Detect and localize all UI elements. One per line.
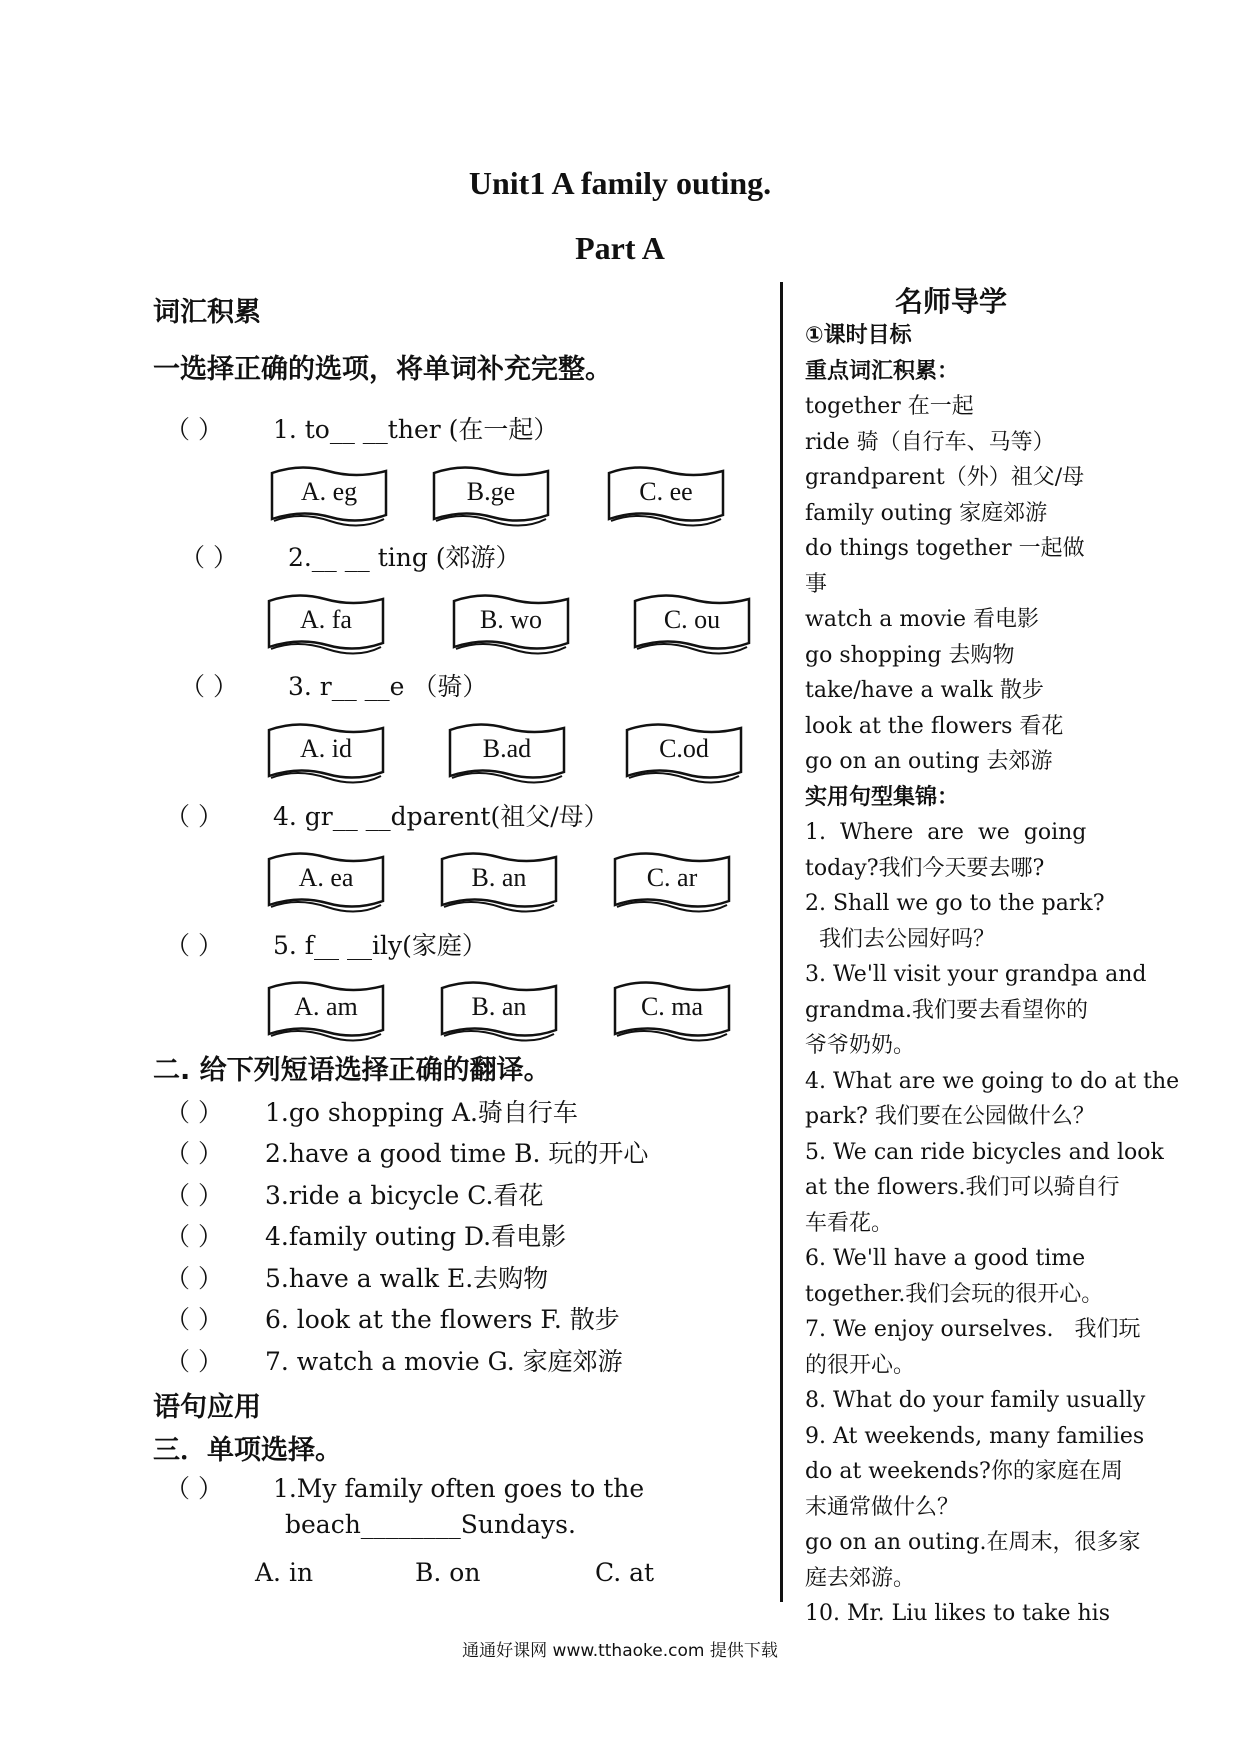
q2-item <box>165 1300 620 1336</box>
sentence-line: do at weekends?你的家庭在周 <box>805 1459 1123 1484</box>
vocab-entry: grandparent（外）祖父/母 <box>805 465 1085 490</box>
sentence-line: 末通常做什么？ <box>805 1494 960 1520</box>
option-label: A. eg <box>300 477 358 506</box>
answer-paren[interactable]: （ ） <box>165 1139 223 1168</box>
q3-question-line1: 1.My family often goes to the <box>272 1474 645 1503</box>
q2-item <box>165 1134 648 1170</box>
sentence-line: 7. We enjoy ourselves. 我们玩 <box>805 1317 1141 1342</box>
option-box[interactable] <box>448 722 566 784</box>
q2-text: 4.family outing D.看电影 <box>265 1222 567 1251</box>
q1-heading: 一选择正确的选项，将单词补充完整。 <box>153 354 612 385</box>
option-box[interactable] <box>625 722 743 784</box>
usage-heading: 语句应用 <box>153 1392 261 1423</box>
q1-text: 1. to__ __ther (在一起） <box>272 415 559 444</box>
answer-paren[interactable]: （ ） <box>165 1474 223 1503</box>
q2-text: 6. look at the flowers F. 散步 <box>265 1305 620 1334</box>
answer-paren[interactable]: （ ） <box>165 1181 223 1210</box>
sentence-line: 庭去郊游。 <box>805 1565 916 1591</box>
footer-credit: 通通好课网 www.tthaoke.com 提供下载 <box>462 1641 778 1661</box>
vocab-entry: take/have a walk 散步 <box>805 678 1044 703</box>
answer-paren[interactable]: （ ） <box>180 543 238 572</box>
q3-option-c[interactable]: C. at <box>595 1558 655 1587</box>
option-label: A. am <box>294 992 358 1021</box>
sentence-line: 4. What are we going to do at the <box>805 1068 1180 1094</box>
q2-text: 3.ride a bicycle C.看花 <box>265 1181 544 1210</box>
option-label: C.od <box>659 734 709 763</box>
option-box[interactable] <box>432 465 550 527</box>
option-label: B.ad <box>482 734 532 763</box>
vocab-entry: go shopping 去购物 <box>805 642 1015 668</box>
sentence-line: 车看花。 <box>805 1210 894 1236</box>
option-label: C. ee <box>639 477 693 506</box>
sentence-line: 1. Where are we going <box>805 820 1087 845</box>
option-box[interactable] <box>267 722 385 784</box>
vocab-heading: 词汇积累 <box>153 297 261 328</box>
option-label: C. ou <box>663 605 721 634</box>
guide-heading: 名师导学 <box>895 285 1008 318</box>
answer-paren[interactable]: （ ） <box>165 1347 223 1376</box>
q1-text: 4. gr__ __dparent(祖父/母） <box>272 802 609 831</box>
q1-item-1 <box>165 410 558 446</box>
option-label: A. fa <box>300 605 352 634</box>
vocab-entry: watch a movie 看电影 <box>805 607 1039 632</box>
answer-paren[interactable]: （ ） <box>165 1222 223 1251</box>
vocab-entry: ride 骑（自行车、马等） <box>805 429 1055 455</box>
q3-heading: 三．单项选择。 <box>153 1435 342 1466</box>
option-label: B. wo <box>479 605 543 634</box>
q1-text: 3. r__ __e （骑） <box>287 672 488 701</box>
option-box[interactable] <box>633 593 751 655</box>
guide-body <box>805 318 1180 1632</box>
vocab-entry: look at the flowers 看花 <box>805 713 1064 739</box>
q2-text: 5.have a walk E.去购物 <box>265 1264 549 1293</box>
answer-paren[interactable]: （ ） <box>165 1305 223 1334</box>
q2-heading: 二. 给下列短语选择正确的翻译。 <box>153 1055 551 1086</box>
q2-text: 2.have a good time B. 玩的开心 <box>265 1139 649 1168</box>
option-label: A. id <box>300 734 352 763</box>
q1-item-4 <box>165 797 609 833</box>
column-divider <box>780 282 783 1602</box>
sentence-line: 爷爷奶奶。 <box>805 1033 916 1058</box>
q3-option-b[interactable]: B. on <box>415 1558 481 1587</box>
sentence-line: 2. Shall we go to the park? <box>805 891 1105 916</box>
vocab-list <box>805 389 1095 780</box>
answer-paren[interactable]: （ ） <box>165 1264 223 1293</box>
sentence-line: 的很开心。 <box>805 1352 916 1378</box>
q1-item-5 <box>165 926 487 962</box>
option-box[interactable] <box>270 465 388 527</box>
q3-question-line2: beach________Sundays. <box>285 1510 576 1539</box>
answer-paren[interactable]: （ ） <box>165 931 223 960</box>
option-box[interactable] <box>613 851 731 913</box>
option-label: A. ea <box>298 863 354 892</box>
sentence-title: 实用句型集锦： <box>805 784 960 810</box>
q2-item <box>165 1342 623 1378</box>
q1-text: 2.__ __ ting (郊游） <box>287 543 521 572</box>
option-box[interactable] <box>267 851 385 913</box>
answer-paren[interactable]: （ ） <box>165 415 223 444</box>
option-box[interactable] <box>613 980 731 1042</box>
q1-item-3 <box>180 667 487 703</box>
answer-paren[interactable]: （ ） <box>165 802 223 831</box>
option-box[interactable] <box>440 980 558 1042</box>
option-label: B.ge <box>466 477 516 506</box>
sentence-line: grandma.我们要去看望你的 <box>805 997 1088 1023</box>
sentence-line: today?我们今天要去哪? <box>805 855 1045 881</box>
option-box[interactable] <box>452 593 570 655</box>
page-subtitle: Part A <box>575 230 665 266</box>
option-label: B. an <box>471 992 527 1021</box>
sentence-line: 9. At weekends, many families <box>805 1423 1145 1449</box>
page-title: Unit1 A family outing. <box>468 165 772 201</box>
sentence-line: 8. What do your family usually <box>805 1388 1146 1413</box>
q2-item <box>165 1259 548 1295</box>
sentence-line: 5. We can ride bicycles and look <box>805 1139 1164 1165</box>
vocab-title: 重点词汇积累： <box>805 358 960 384</box>
sentence-list <box>805 815 1180 1632</box>
sentence-line: at the flowers.我们可以骑自行 <box>805 1175 1120 1200</box>
sentence-line: 10. Mr. Liu likes to take his <box>805 1601 1110 1626</box>
option-label: C. ar <box>646 863 698 892</box>
sentence-line: 6. We'll have a good time <box>805 1246 1086 1271</box>
q1-text: 5. f__ __ily(家庭） <box>272 931 487 960</box>
vocab-entry: together 在一起 <box>805 394 974 419</box>
sentence-line: together.我们会玩的很开心。 <box>805 1281 1104 1307</box>
option-label: C. ma <box>640 992 704 1021</box>
sentence-line: 3. We'll visit your grandpa and <box>805 962 1147 987</box>
goal-title: ①课时目标 <box>805 323 912 348</box>
sentence-line: 我们去公园好吗？ <box>805 926 995 952</box>
q2-text: 7. watch a movie G. 家庭郊游 <box>265 1347 623 1376</box>
sentence-line: go on an outing.在周末，很多家 <box>805 1530 1141 1555</box>
option-box[interactable] <box>440 851 558 913</box>
answer-paren[interactable]: （ ） <box>165 1098 223 1127</box>
q2-text: 1.go shopping A.骑自行车 <box>265 1098 578 1127</box>
vocab-entry: go on an outing 去郊游 <box>805 749 1053 774</box>
q2-item <box>165 1217 566 1253</box>
q2-item <box>165 1093 578 1129</box>
q2-item <box>165 1176 543 1212</box>
option-label: B. an <box>471 863 527 892</box>
q1-item-2 <box>180 538 521 574</box>
option-box[interactable] <box>267 593 385 655</box>
option-box[interactable] <box>267 980 385 1042</box>
sentence-line: park? 我们要在公园做什么？ <box>805 1104 1095 1129</box>
q3-item-1 <box>165 1469 644 1505</box>
option-box[interactable] <box>607 465 725 527</box>
vocab-entry: do things together 一起做事 <box>805 536 1085 597</box>
vocab-entry: family outing 家庭郊游 <box>805 500 1048 526</box>
answer-paren[interactable]: （ ） <box>180 672 238 701</box>
q3-option-a[interactable]: A. in <box>255 1558 314 1587</box>
